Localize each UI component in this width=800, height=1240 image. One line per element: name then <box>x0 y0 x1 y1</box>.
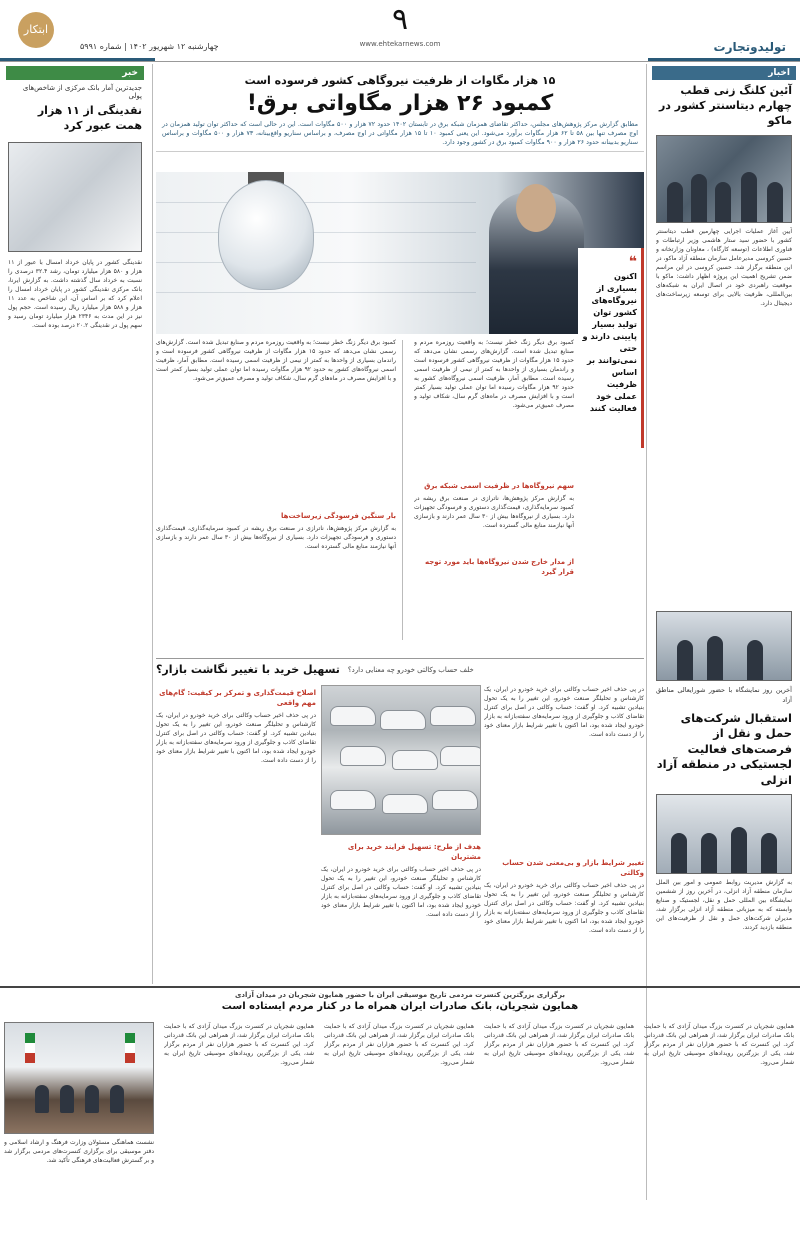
grid-line <box>156 202 476 203</box>
person-figure <box>35 1085 49 1113</box>
car-shape <box>340 746 386 766</box>
hero-image <box>156 172 644 334</box>
body-column <box>484 685 644 981</box>
story-photo <box>656 135 792 223</box>
story-body: کمبود برق دیگر زنگ خطر نیست؛ به واقعیت روزمره مردم و صنایع تبدیل شده است. گزارش‌های رسمی نشان می‌دهد که حدود ۱۵ هزار مگاوات از ظرفیت نیروگاهی کشور فرسوده است و راندمان بسیاری از واحدها به کمتر از نیمی از ظرفیت اسمی رسیده است. مطابق آمار، ظرفیت اسمی نیروگاه‌های کشور به حدود ۹۲ هزار مگاوات رسیده اما توان عملی تولید بسیار کمتر است و با افزایش مصرف در ماه‌های گرم سال، شکاف تولید و مصرف عمیق‌تر می‌شود. <box>156 339 396 382</box>
person-figure <box>85 1085 99 1113</box>
story-headline: همایون شجریان، بانک صادرات ایران همراه ما در کنار مردم ایستاده است <box>221 1001 579 1012</box>
story-body: در پی حذف اخیر حساب وکالتی برای خرید خودرو در ایران، یک کارشناس و تحلیلگر صنعت خودرو، این تغییر را به یک تحول بنیادین تشبیه کرد. او گفت: حساب وکالتی در اصل برای کنترل تقاضای کاذب و جلوگیری از ورود سرمایه‌های سفته‌بازانه به بازار خودرو ایجاد شده بود، اما اکنون با تغییر شرایط بازار معنای خود را از دست داده است. <box>156 712 316 764</box>
story-body: به گزارش مدیریت روابط عمومی و امور بین الملل سازمان منطقه آزاد انزلی، در آخرین روز از ششمین نمایشگاه بین المللی حمل و نقل، لجستیک و صنایع وابسته که به میزبانی منطقه آزاد انزلی برگزار شد، مدیران شرکت‌های حمل و نقل از ظرفیت‌های این منطقه بازدید کردند. <box>656 879 792 932</box>
cars-photo <box>321 685 481 835</box>
issue-date: چهارشنبه ۱۲ شهریور ۱۴۰۲ | شماره ۵۹۹۱ <box>80 42 219 51</box>
grid-line <box>156 262 476 263</box>
story-subhead: سهم نیروگاه‌ها در ظرفیت اسمی شبکه برق <box>424 482 574 490</box>
person-figure <box>747 640 763 680</box>
pull-quote <box>578 248 644 448</box>
story-body: کمبود برق دیگر زنگ خطر نیست؛ به واقعیت روزمره مردم و صنایع تبدیل شده است. گزارش‌های رسمی نشان می‌دهد که حدود ۱۵ هزار مگاوات از ظرفیت نیروگاهی کشور فرسوده است و راندمان بسیاری از واحدها به کمتر از نیمی از ظرفیت اسمی رسیده است. مطابق آمار، ظرفیت اسمی نیروگاه‌های کشور به حدود ۹۲ هزار مگاوات رسیده اما توان عملی تولید بسیار کمتر است و با افزایش مصرف در ماه‌های گرم سال، شکاف تولید و مصرف عمیق‌تر می‌شود. <box>414 339 574 409</box>
story-subhead: تغییر شرایط بازار و بی‌معنی شدن حساب وکالتی <box>502 859 644 877</box>
car-shape <box>330 790 376 810</box>
story-body: به گزارش مرکز پژوهش‌ها، ناترازی در صنعت برق ریشه در کمبود سرمایه‌گذاری، قیمت‌گذاری دستوری و فرسودگی تجهیزات دارد. بسیاری از نیروگاه‌ها بیش از ۳۰ سال عمر دارند و بازسازی آنها نیازمند منابع مالی گسترده است. <box>156 525 396 550</box>
meeting-photo <box>4 1022 154 1134</box>
car-shape <box>440 746 481 766</box>
person-figure <box>677 640 693 680</box>
story-kicker: برگزاری بزرگترین کنسرت مردمی تاریخ موسیقی ایران با حضور همایون شجریان در میدان آزادی <box>235 991 565 999</box>
banknote-photo <box>8 142 142 252</box>
body-column <box>414 338 574 638</box>
grid-line <box>156 292 476 293</box>
story-subhead: هدف از طرح: تسهیل فرایند خرید برای مشتریان <box>347 843 481 861</box>
story-lead: مطابق گزارش مرکز پژوهش‌های مجلس، حداکثر تقاضای همزمان شبکه برق در تابستان ۱۴۰۲ حدود ۷۲ هزار و ۵۰۰ مگاوات است. این در حالی است که حداکثر توان تولید همزمان در اوج مصرف تنها بین ۵۸ تا ۶۲ هزار مگاوات برآورد می‌شود. این یعنی کمبود ۱۰ تا ۱۵ هزار مگاواتی در اوج مصرف، و براساس سناریو واقع‌بینانه، ۷۳ هزار و ۵۰۰ مگاوات و براساس سناریو بدبینانه حدود ۲۶ هزار و ۹۰۰ مگاوات کمبود برق در کشور وجود دارد. <box>156 116 644 152</box>
photo-caption: آخرین روز نمایشگاه با حضور شورایعالی مناطق آزاد <box>656 685 792 704</box>
car-shape <box>330 706 376 726</box>
person-figure <box>691 174 707 222</box>
story-title: نقدینگی از ۱۱ هزار همت عبور کرد <box>37 104 142 132</box>
story-kicker: خلف حساب وکالتی خودرو چه معنایی دارد؟ <box>347 665 474 674</box>
story-kicker: جدیدترین آمار بانک مرکزی از شاخص‌های پولی <box>22 84 142 100</box>
flag-icon <box>125 1033 135 1063</box>
lightbulb-icon <box>218 180 314 290</box>
grid-line <box>156 232 476 233</box>
website-url[interactable]: www.ehtekarnews.com <box>359 40 441 48</box>
main-story <box>156 62 644 982</box>
page-number: ۹ <box>391 2 409 37</box>
story-headline: تسهیل خرید با تغییر نگاشت بازار؟ <box>156 663 340 676</box>
car-shape <box>380 710 426 730</box>
story-body: همایون شجریان در کنسرت بزرگ میدان آزادی که با حمایت بانک صادرات ایران برگزار شد، از همراهی این بانک قدردانی کرد. این کنسرت که با حضور هزاران نفر از مردم برگزار شد، یکی از بزرگترین رویدادهای موسیقی تاریخ ایران به شمار می‌رود. <box>164 1023 314 1066</box>
person-figure <box>701 833 717 873</box>
flag-icon <box>25 1033 35 1063</box>
story-subhead: اصلاح قیمت‌گذاری و تمرکز بر کیفیت: گام‌های مهم واقعی <box>159 689 316 707</box>
person-figure <box>731 827 747 873</box>
person-figure <box>715 182 731 222</box>
story-body: در پی حذف اخیر حساب وکالتی برای خرید خودرو در ایران، یک کارشناس و تحلیلگر صنعت خودرو، این تغییر را به یک تحول بنیادین تشبیه کرد. او گفت: حساب وکالتی در اصل برای کنترل تقاضای کاذب و جلوگیری از ورود سرمایه‌های سفته‌بازانه به بازار خودرو ایجاد شده بود، اما اکنون با تغییر شرایط بازار معنای خود را از دست داده است. <box>321 866 481 918</box>
person-figure <box>741 172 757 222</box>
story-body: در پی حذف اخیر حساب وکالتی برای خرید خودرو در ایران، یک کارشناس و تحلیلگر صنعت خودرو، این تغییر را به یک تحول بنیادین تشبیه کرد. او گفت: حساب وکالتی در اصل برای کنترل تقاضای کاذب و جلوگیری از ورود سرمایه‌های سفته‌بازانه به بازار خودرو ایجاد شده بود، اما اکنون با تغییر شرایط بازار معنای خود را از دست داده است. <box>484 686 644 738</box>
quote-text: اکنون بسیاری از نیروگاه‌های کشور توان تولید بسیار پایینی دارند و حتی نمی‌توانند بر اساس ظرفیت عملی خود فعالیت کنند <box>582 271 637 413</box>
body-column <box>156 338 396 638</box>
story-body: در پی حذف اخیر حساب وکالتی برای خرید خودرو در ایران، یک کارشناس و تحلیلگر صنعت خودرو، این تغییر را به یک تحول بنیادین تشبیه کرد. او گفت: حساب وکالتی در اصل برای کنترل تقاضای کاذب و جلوگیری از ورود سرمایه‌های سفته‌بازانه به بازار خودرو ایجاد شده بود، اما اکنون با تغییر شرایط بازار معنای خود را از دست داده است. <box>484 882 644 934</box>
story-subhead: از مدار خارج شدن نیروگاه‌ها باید مورد توجه قرار گیرد <box>424 558 574 576</box>
story-body: نشست هماهنگی مسئولان وزارت فرهنگ و ارشاد اسلامی و دفتر موسیقی برای برگزاری کنسرت‌های مردمی برگزار شد و بر گسترش فعالیت‌های فرهنگی تأکید شد. <box>4 1139 154 1164</box>
car-shape <box>432 790 478 810</box>
story-body: نقدینگی کشور در پایان خرداد امسال با عبور از ۱۱ هزار و ۵۸۰ هزار میلیارد تومان، رشد ۳۲.۴ درصدی را نسبت به خرداد سال گذشته داشت. به گزارش ایرنا، بانک مرکزی نقدینگی کشور در پایان خرداد امسال را اعلام کرد که بر اساس آن، این شاخص به عدد ۱۱ هزار و ۵۸۸ هزار میلیارد ریال رسیده است. حجم پول نیز در این مدت به ۲۳۴۶ هزار میلیارد تومان رسید و سهم پول در نقدینگی ۲۰.۲ درصد بوده است. <box>8 258 142 329</box>
body-column <box>156 685 316 951</box>
person-figure <box>667 182 683 222</box>
body-column <box>321 839 481 955</box>
header-rule-right <box>648 58 800 61</box>
person-figure <box>110 1085 124 1113</box>
story-body: همایون شجریان در کنسرت بزرگ میدان آزادی که با حمایت بانک صادرات ایران برگزار شد، از همراهی این بانک قدردانی کرد. این کنسرت که با حضور هزاران نفر از مردم برگزار شد، یکی از بزرگترین رویدادهای موسیقی تاریخ ایران به شمار می‌رود. <box>644 1023 794 1066</box>
quote-icon: ❝ <box>628 254 637 270</box>
story-headline: کمبود ۲۶ هزار مگاواتی برق! <box>246 91 554 116</box>
portrait-head <box>516 184 556 232</box>
person-figure <box>60 1085 74 1113</box>
car-shape <box>430 706 476 726</box>
car-shape <box>392 750 438 770</box>
person-figure <box>761 833 777 873</box>
story-title: استقبال شرکت‌های حمل و نقل از فرصت‌های فعالیت لجستیکی در منطقه آزاد انزلی <box>656 710 792 787</box>
car-story <box>156 658 644 934</box>
story-body: به گزارش مرکز پژوهش‌ها، ناترازی در صنعت برق ریشه در کمبود سرمایه‌گذاری، قیمت‌گذاری دستوری و فرسودگی تجهیزات دارد. بسیاری از نیروگاه‌ها بیش از ۳۰ سال عمر دارند و بازسازی آنها نیازمند منابع مالی گسترده است. <box>414 495 574 529</box>
story-title: آئین کلنگ زنی قطب چهارم دیتاسنتر کشور در ماکو <box>658 84 792 127</box>
exhibition-photo <box>656 611 792 681</box>
newspaper-logo: ابتکار <box>18 12 54 48</box>
story-kicker: ۱۵ هزار مگاوات از ظرفیت نیروگاهی کشور فرسوده است <box>244 74 556 87</box>
column-divider <box>152 64 153 984</box>
section-title: تولیدوتجارت <box>713 40 786 54</box>
person-figure <box>671 833 687 873</box>
news-tag: خبر <box>6 66 144 80</box>
news-tag: اخبار <box>652 66 796 80</box>
header-rule-left <box>0 58 155 61</box>
story-subhead: بار سنگین فرسودگی زیرساخت‌ها <box>281 512 396 520</box>
masthead <box>0 0 800 62</box>
story-body: همایون شجریان در کنسرت بزرگ میدان آزادی که با حمایت بانک صادرات ایران برگزار شد، از همراهی این بانک قدردانی کرد. این کنسرت که با حضور هزاران نفر از مردم برگزار شد، یکی از بزرگترین رویدادهای موسیقی تاریخ ایران به شمار می‌رود. <box>484 1023 634 1066</box>
story-body: همایون شجریان در کنسرت بزرگ میدان آزادی که با حمایت بانک صادرات ایران برگزار شد، از همراهی این بانک قدردانی کرد. این کنسرت که با حضور هزاران نفر از مردم برگزار شد، یکی از بزرگترین رویدادهای موسیقی تاریخ ایران به شمار می‌رود. <box>324 1023 474 1066</box>
bottom-story <box>0 986 800 1240</box>
meeting-photo <box>656 794 792 874</box>
person-figure <box>707 636 723 680</box>
story-body: آیین آغاز عملیات اجرایی چهارمین قطب دیتاسنتر کشور با حضور سید ستار هاشمی وزیر ارتباطات و فناوری اطلاعات (توسعه کارگاه) ، معاونان وزارتخانه و حسین کروسی مدیرعامل سازمان منطقه آزاد ماکو، در این منطقه برگزار شد. حسین کروسی در این مراسم ضمن تشریح اهمیت این پروژه اظهار داشت: ماکو با موقعیت راهبردی خود در اتصال ایران به شبکه‌های بین‌المللی، ظرفیت بالایی برای توسعه زیرساخت‌های دیجیتال دارد. <box>656 227 792 307</box>
person-figure <box>767 182 783 222</box>
car-shape <box>382 794 428 814</box>
